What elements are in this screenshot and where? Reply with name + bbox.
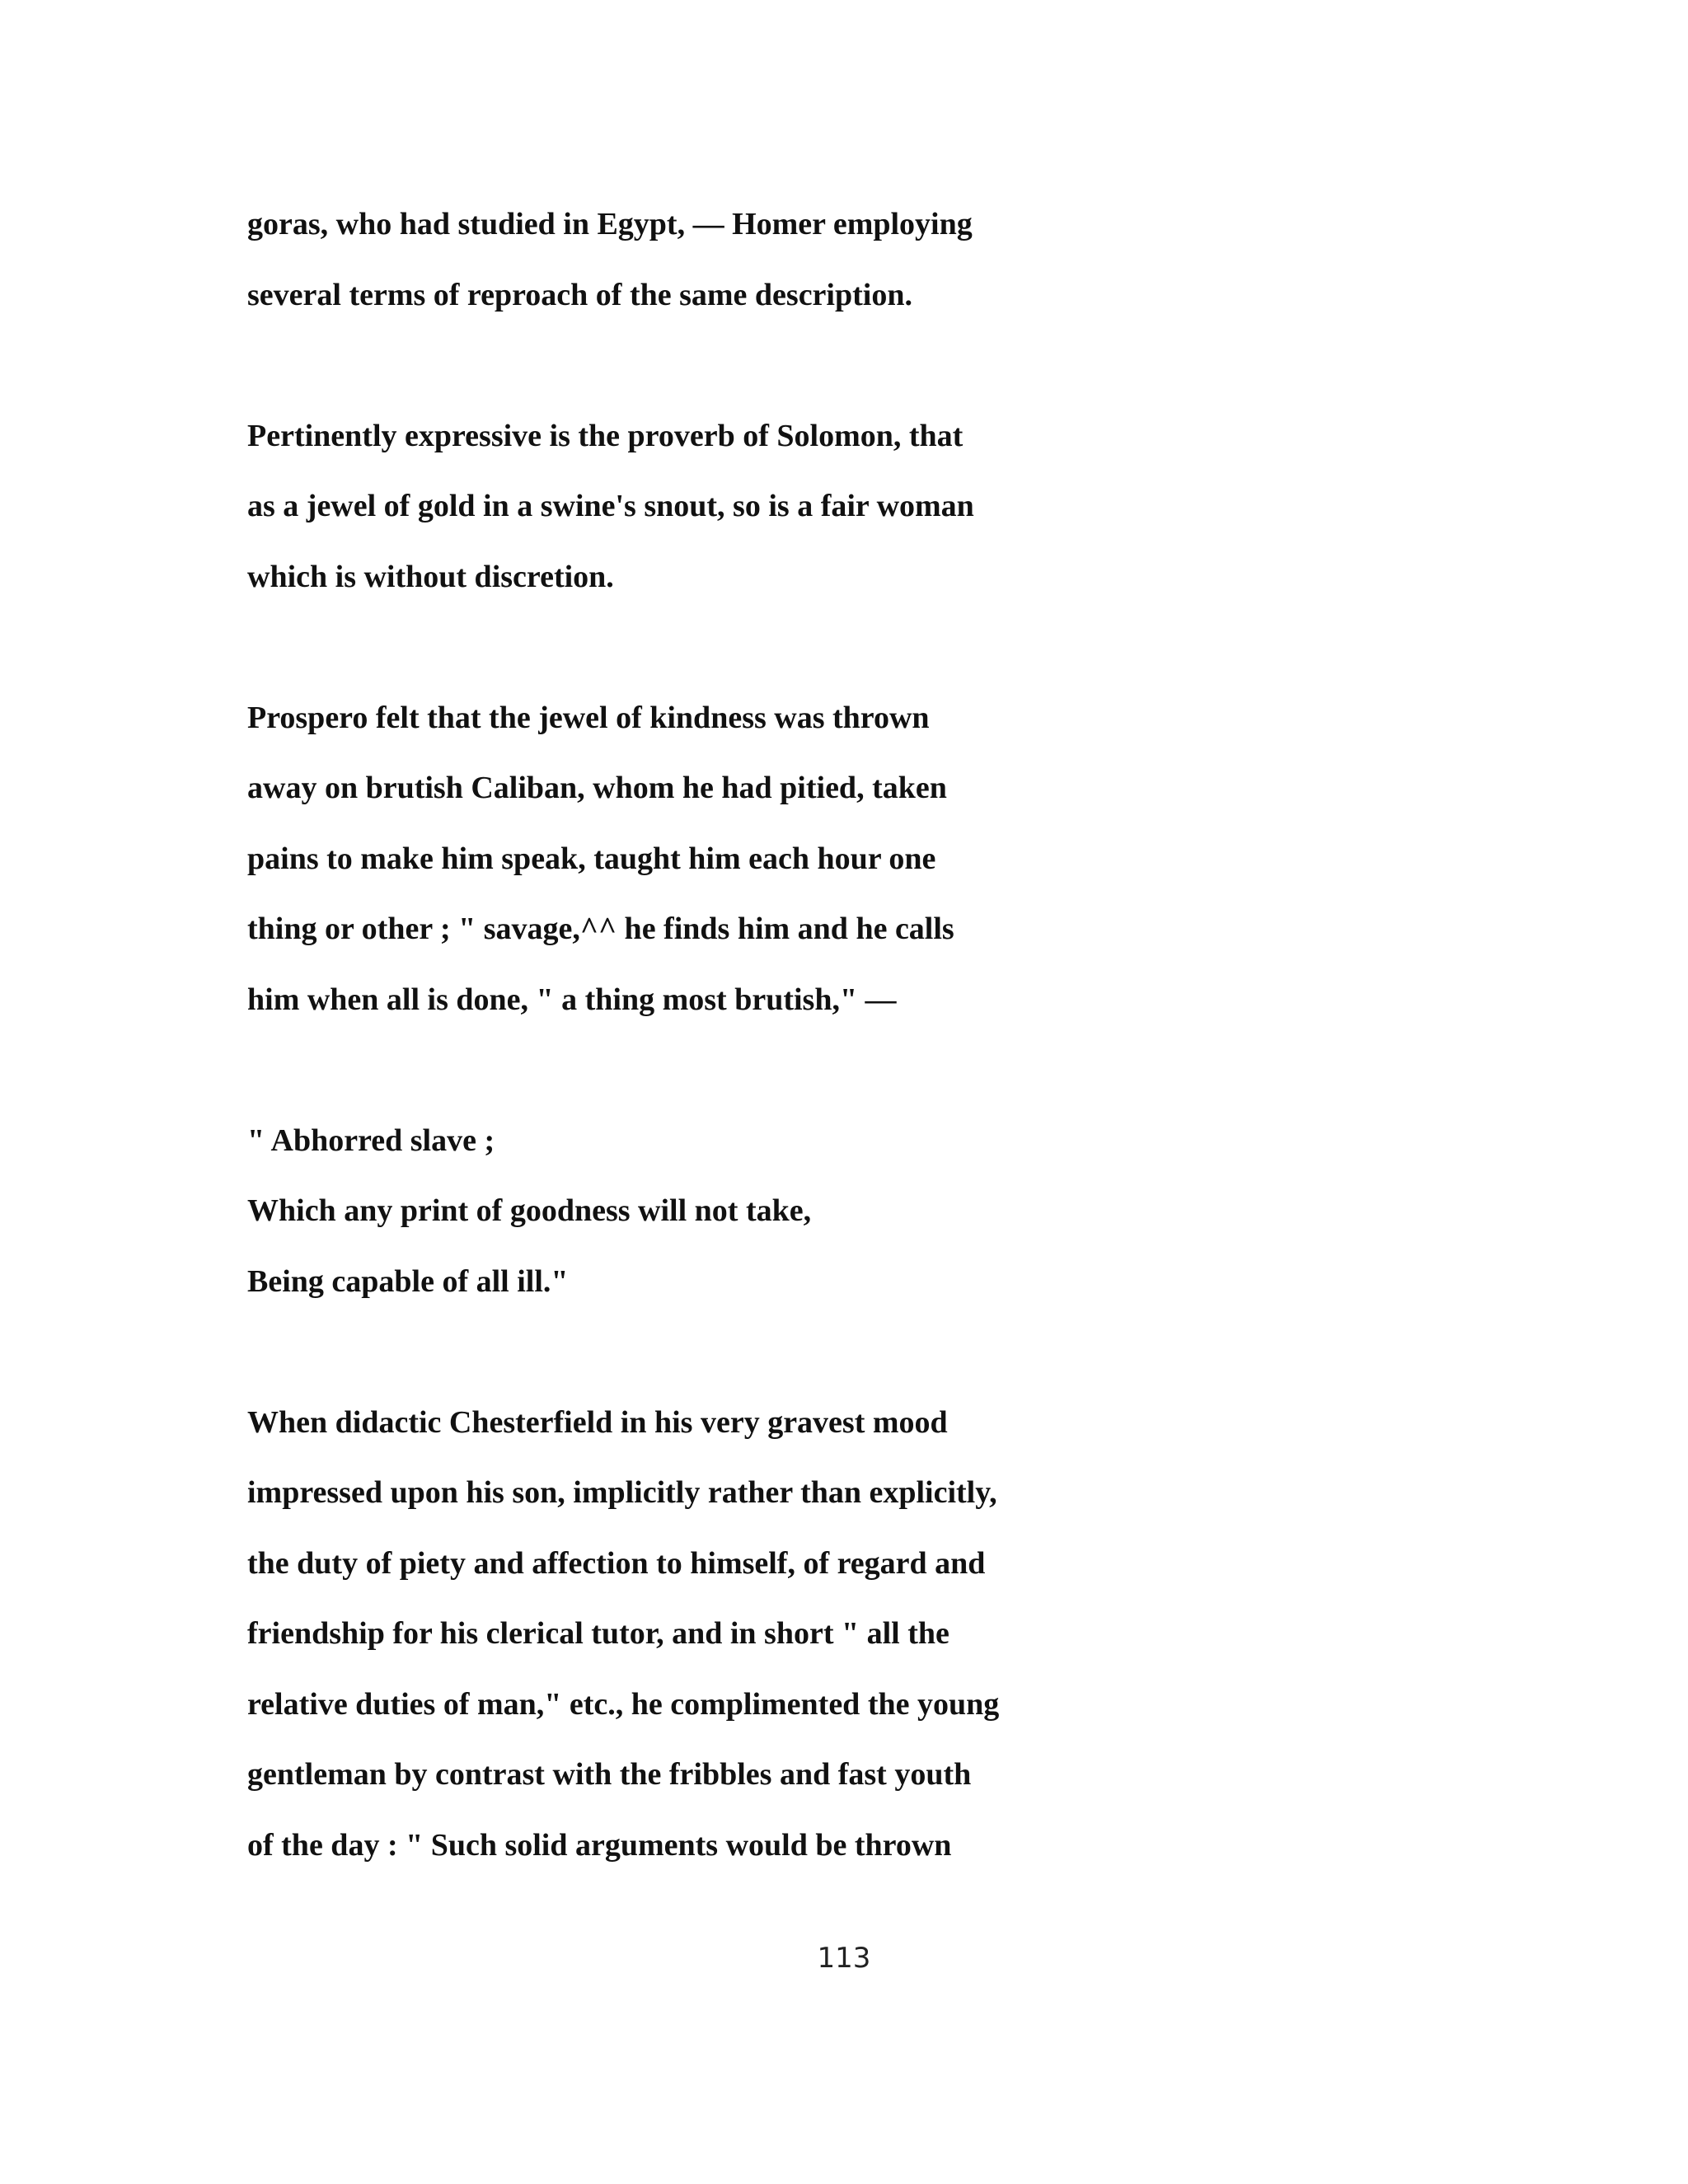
text-line: him when all is done, " a thing most brutish," —	[247, 982, 897, 1017]
text-line: of the day : " Such solid arguments would be thrown	[247, 1827, 952, 1863]
paragraph-spacer	[247, 1317, 1484, 1388]
text-line: When didactic Chesterfield in his very gravest mood	[247, 1404, 948, 1440]
text-line: goras, who had studied in Egypt, — Homer employing	[247, 207, 973, 241]
text-line: away on brutish Caliban, whom he had pitied, taken	[247, 771, 947, 805]
text-line: Pertinently expressive is the proverb of Solomon, that	[247, 418, 964, 453]
text-line: relative duties of man," etc., he complimented the young	[247, 1686, 1000, 1722]
text-line: pains to make him speak, taught him each hour one	[247, 841, 936, 876]
paragraph-2	[247, 401, 1484, 613]
text-line: as a jewel of gold in a swine's snout, so is a fair woman	[247, 489, 974, 523]
text-line: friendship for his clerical tutor, and in short " all the	[247, 1616, 950, 1651]
paragraph-spacer	[247, 612, 1484, 683]
verse-line: Being capable of all ill."	[247, 1263, 569, 1299]
page-number: 113	[817, 1942, 871, 1975]
text-line: Prospero felt that the jewel of kindness was thrown	[247, 700, 930, 735]
body-text	[247, 190, 1484, 1881]
paragraph-5	[247, 1388, 1484, 1882]
text-line: gentleman by contrast with the fribbles and fast youth	[247, 1757, 972, 1792]
verse-quotation	[247, 1106, 1484, 1318]
paragraph-spacer	[247, 1035, 1484, 1106]
text-line: the duty of piety and affection to himself, of regard and	[247, 1545, 986, 1581]
paragraph-3	[247, 683, 1484, 1036]
paragraph-1	[247, 190, 1484, 330]
verse-line: " Abhorred slave ;	[247, 1122, 495, 1158]
text-line: impressed upon his son, implicitly rather than explicitly,	[247, 1475, 997, 1510]
paragraph-spacer	[247, 330, 1484, 401]
text-line: several terms of reproach of the same description.	[247, 277, 912, 312]
verse-line: Which any print of goodness will not take,	[247, 1193, 812, 1228]
text-line: thing or other ; " savage,^^ he finds him and he calls	[247, 912, 954, 946]
text-line: which is without discretion.	[247, 559, 614, 594]
